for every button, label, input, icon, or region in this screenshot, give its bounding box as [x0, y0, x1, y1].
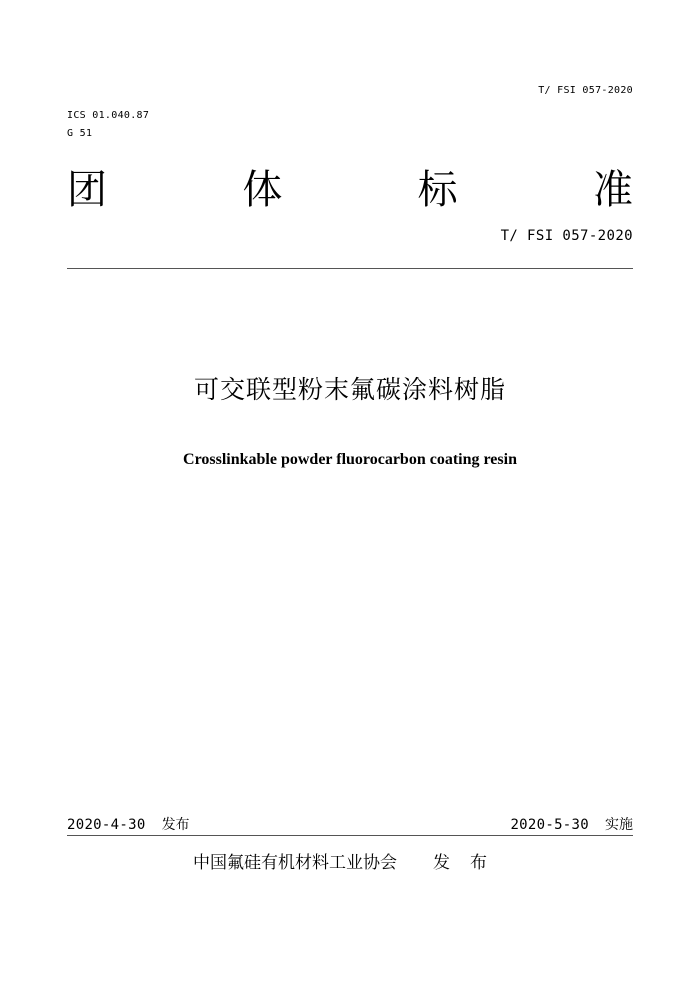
- issue-label: 发布: [433, 853, 507, 873]
- header-document-code: T/ FSI 057-2020: [538, 85, 633, 96]
- implement-date-group: [510, 816, 633, 834]
- implement-label: 实施: [605, 817, 633, 833]
- issuing-organization-row: [0, 852, 700, 874]
- ccs-classification: G 51: [67, 128, 93, 139]
- standard-type-char: 团: [67, 167, 107, 213]
- standard-type-char: 准: [592, 167, 633, 213]
- ics-classification: ICS 01.040.87: [67, 110, 150, 121]
- date-row: [67, 816, 633, 834]
- standard-type-heading: [67, 167, 633, 213]
- implement-date: 2020-5-30: [510, 817, 589, 833]
- top-divider: [67, 268, 633, 269]
- publish-date-group: [67, 816, 190, 834]
- standard-code: T/ FSI 057-2020: [500, 228, 633, 244]
- issuing-organization: 中国氟硅有机材料工业协会: [193, 853, 397, 873]
- publish-label: 发布: [161, 817, 190, 833]
- publish-date: 2020-4-30: [67, 817, 146, 833]
- standard-type-char: 体: [242, 167, 283, 213]
- bottom-divider: [67, 835, 633, 836]
- standard-type-char: 标: [417, 167, 458, 213]
- document-title-chinese: 可交联型粉末氟碳涂料树脂: [193, 375, 506, 404]
- document-title-english: Crosslinkable powder fluorocarbon coating resin: [183, 451, 517, 468]
